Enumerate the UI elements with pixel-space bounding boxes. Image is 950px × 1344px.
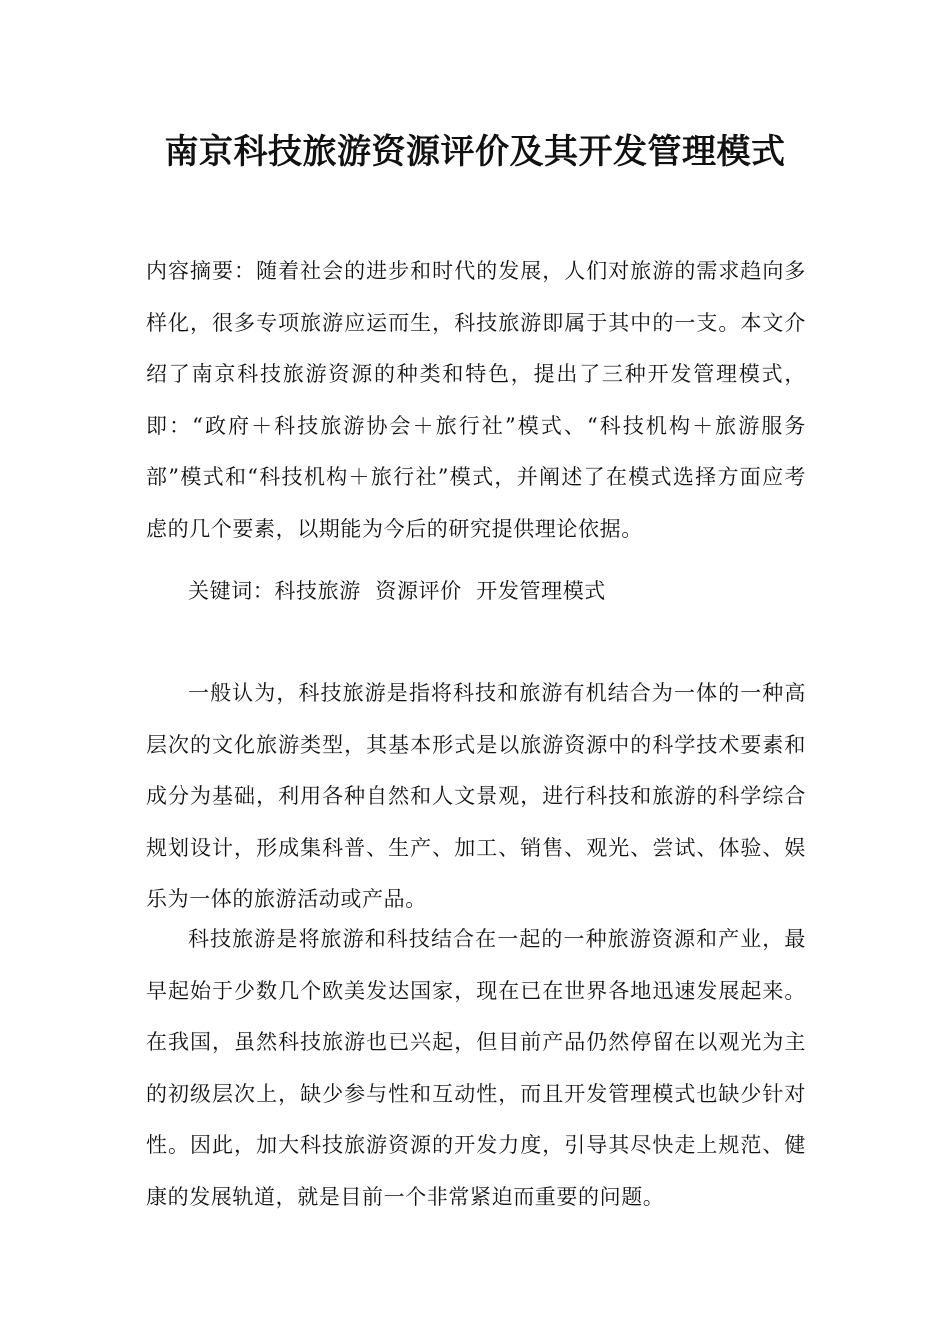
document-title: 南京科技旅游资源评价及其开发管理模式 — [164, 132, 786, 172]
body-paragraph-2: 科技旅游是将旅游和科技结合在一起的一种旅游资源和产业，最早起始于少数几个欧美发达国家，现在已在世界各地迅速发展起来。在我国，虽然科技旅游也已兴起，但目前产品仍然停留在以观光为主的初级层次上，缺少参与性和互动性，而且开发管理模式也缺少针对性。因此，加大科技旅游资源的开发力度，引导其尽快走上规范、健康的发展轨道，就是目前一个非常紧迫而重要的问题。 — [146, 927, 806, 1209]
keywords-line: 关键词：科技旅游 资源评价 开发管理模式 — [188, 579, 606, 603]
body-paragraph-1: 一般认为，科技旅游是指将科技和旅游有机结合为一体的一种高层次的文化旅游类型，其基本形式是以旅游资源中的科学技术要素和成分为基础，利用各种自然和人文景观，进行科技和旅游的科学综合规划设计，形成集科普、生产、加工、销售、观光、尝试、体验、娱乐为一体的旅游活动或产品。 — [146, 681, 806, 911]
abstract-paragraph: 内容摘要：随着社会的进步和时代的发展，人们对旅游的需求趋向多样化，很多专项旅游应运而生，科技旅游即属于其中的一支。本文介绍了南京科技旅游资源的种类和特色，提出了三种开发管理模式，即：“政府＋科技旅游协会＋旅行社”模式、“科技机构＋旅游服务部”模式和“科技机构＋旅行社”模式，并阐述了在模式选择方面应考虑的几个要素，以期能为今后的研究提供理论依据。 — [146, 259, 806, 541]
